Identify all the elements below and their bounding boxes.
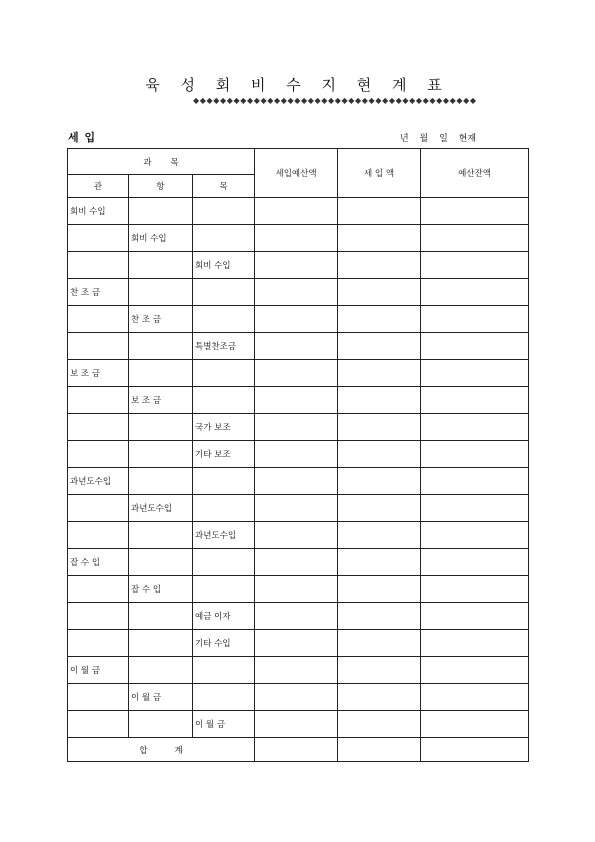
- revenue-amount-cell[interactable]: [338, 711, 421, 738]
- budget-balance-cell[interactable]: [421, 576, 529, 603]
- revenue-amount-cell[interactable]: [338, 333, 421, 360]
- gwan-cell: 보 조 금: [68, 360, 129, 387]
- table-row: [68, 576, 529, 603]
- budget-balance-cell[interactable]: [421, 549, 529, 576]
- table-row: [68, 441, 529, 468]
- mok-cell: 기타 보조: [193, 441, 255, 468]
- gwan-cell: 잡 수 입: [68, 549, 129, 576]
- mok-cell: [193, 657, 255, 684]
- budget-balance-cell[interactable]: [421, 630, 529, 657]
- title-underline: ◆◆◆◆◆◆◆◆◆◆◆◆◆◆◆◆◆◆◆◆◆◆◆◆◆◆◆◆◆◆◆◆◆◆◆◆◆◆◆◆◆◆: [193, 96, 477, 105]
- mok-cell: [193, 495, 255, 522]
- hang-cell: 회비 수입: [129, 225, 193, 252]
- budget-balance-cell[interactable]: [421, 657, 529, 684]
- table-row: [68, 360, 529, 387]
- budget-balance-cell[interactable]: [421, 684, 529, 711]
- budget-balance-cell[interactable]: [421, 414, 529, 441]
- mok-cell: 회비 수입: [193, 252, 255, 279]
- hang-cell: [129, 603, 193, 630]
- revenue-amount-cell[interactable]: [338, 576, 421, 603]
- budget-amount-cell[interactable]: [255, 333, 338, 360]
- revenue-amount-cell[interactable]: [338, 279, 421, 306]
- gwan-cell: [68, 630, 129, 657]
- gwan-cell: 이 월 금: [68, 657, 129, 684]
- budget-balance-cell[interactable]: [421, 360, 529, 387]
- total-budget-cell[interactable]: [255, 738, 338, 762]
- total-balance-cell[interactable]: [421, 738, 529, 762]
- table-row: [68, 387, 529, 414]
- budget-amount-cell[interactable]: [255, 522, 338, 549]
- revenue-amount-cell[interactable]: [338, 441, 421, 468]
- budget-amount-cell[interactable]: [255, 252, 338, 279]
- gwan-cell: [68, 387, 129, 414]
- revenue-amount-cell[interactable]: [338, 306, 421, 333]
- total-row: [68, 738, 529, 762]
- mok-cell: 예금 이자: [193, 603, 255, 630]
- hang-cell: [129, 252, 193, 279]
- budget-balance-cell[interactable]: [421, 468, 529, 495]
- hang-cell: 이 월 금: [129, 684, 193, 711]
- table-row: [68, 333, 529, 360]
- hang-cell: [129, 549, 193, 576]
- mok-cell: [193, 306, 255, 333]
- budget-amount-cell[interactable]: [255, 603, 338, 630]
- budget-amount-cell[interactable]: [255, 657, 338, 684]
- revenue-amount-cell[interactable]: [338, 252, 421, 279]
- gwan-cell: 찬 조 금: [68, 279, 129, 306]
- mok-cell: [193, 549, 255, 576]
- table-row: [68, 630, 529, 657]
- budget-amount-cell[interactable]: [255, 549, 338, 576]
- mok-cell: [193, 360, 255, 387]
- mok-cell: 과년도수입: [193, 522, 255, 549]
- budget-balance-cell[interactable]: [421, 333, 529, 360]
- budget-amount-cell[interactable]: [255, 306, 338, 333]
- budget-amount-cell[interactable]: [255, 414, 338, 441]
- revenue-amount-cell[interactable]: [338, 225, 421, 252]
- total-label: 합 계: [68, 738, 255, 762]
- hang-cell: [129, 711, 193, 738]
- budget-amount-cell[interactable]: [255, 684, 338, 711]
- hang-cell: 잡 수 입: [129, 576, 193, 603]
- budget-amount-cell[interactable]: [255, 387, 338, 414]
- hang-header: 항: [129, 175, 193, 198]
- budget-amount-cell[interactable]: [255, 198, 338, 225]
- mok-header: 목: [193, 175, 255, 198]
- mok-cell: 기타 수입: [193, 630, 255, 657]
- budget-balance-cell[interactable]: [421, 603, 529, 630]
- header-row-1: [68, 149, 529, 175]
- section-label: 세 입: [68, 131, 97, 144]
- gwan-cell: [68, 711, 129, 738]
- mok-cell: [193, 225, 255, 252]
- hang-cell: [129, 414, 193, 441]
- gwan-cell: [68, 225, 129, 252]
- budget-balance-cell[interactable]: [421, 495, 529, 522]
- table-row: [68, 549, 529, 576]
- hang-cell: [129, 522, 193, 549]
- budget-balance-cell[interactable]: [421, 225, 529, 252]
- revenue-amount-cell[interactable]: [338, 522, 421, 549]
- revenue-amount-cell[interactable]: [338, 684, 421, 711]
- gwan-cell: 회비 수입: [68, 198, 129, 225]
- hang-cell: [129, 441, 193, 468]
- gwan-header: 관: [68, 175, 129, 198]
- gwan-cell: 과년도수입: [68, 468, 129, 495]
- table-row: [68, 603, 529, 630]
- total-revenue-cell[interactable]: [338, 738, 421, 762]
- budget-amount-cell[interactable]: [255, 279, 338, 306]
- table-row: [68, 684, 529, 711]
- budget-amount-cell[interactable]: [255, 360, 338, 387]
- gwan-cell: [68, 252, 129, 279]
- budget-amount-cell[interactable]: [255, 630, 338, 657]
- budget-balance-cell[interactable]: [421, 252, 529, 279]
- gwan-cell: [68, 576, 129, 603]
- budget-amount-cell[interactable]: [255, 468, 338, 495]
- table-row: [68, 279, 529, 306]
- table-row: [68, 414, 529, 441]
- mok-cell: [193, 468, 255, 495]
- gwan-cell: [68, 441, 129, 468]
- table-row: [68, 306, 529, 333]
- mok-cell: [193, 684, 255, 711]
- subject-group-header: 과 목: [68, 149, 255, 175]
- hang-cell: [129, 198, 193, 225]
- table-row: [68, 252, 529, 279]
- budget-amount-header: 세입예산액: [255, 149, 338, 198]
- gwan-cell: [68, 333, 129, 360]
- mok-cell: 특별찬조금: [193, 333, 255, 360]
- budget-balance-cell[interactable]: [421, 711, 529, 738]
- gwan-cell: [68, 684, 129, 711]
- budget-amount-cell[interactable]: [255, 495, 338, 522]
- budget-amount-cell[interactable]: [255, 711, 338, 738]
- mok-cell: [193, 279, 255, 306]
- table-row: [68, 711, 529, 738]
- date-line: 년 월 일 현재: [400, 134, 477, 144]
- gwan-cell: [68, 306, 129, 333]
- hang-cell: [129, 630, 193, 657]
- revenue-amount-cell[interactable]: [338, 414, 421, 441]
- budget-balance-cell[interactable]: [421, 279, 529, 306]
- revenue-amount-cell[interactable]: [338, 198, 421, 225]
- budget-balance-header: 예산잔액: [421, 149, 529, 198]
- gwan-cell: [68, 603, 129, 630]
- revenue-amount-cell[interactable]: [338, 495, 421, 522]
- revenue-amount-cell[interactable]: [338, 387, 421, 414]
- mok-cell: [193, 387, 255, 414]
- table-row: [68, 657, 529, 684]
- hang-cell: [129, 657, 193, 684]
- hang-cell: [129, 279, 193, 306]
- mok-cell: 이 월 금: [193, 711, 255, 738]
- document-title: 육 성 회 비 수 지 현 계 표: [145, 76, 450, 94]
- budget-amount-cell[interactable]: [255, 441, 338, 468]
- budget-balance-cell[interactable]: [421, 441, 529, 468]
- budget-balance-cell[interactable]: [421, 198, 529, 225]
- budget-balance-cell[interactable]: [421, 522, 529, 549]
- table-row: [68, 468, 529, 495]
- revenue-amount-cell[interactable]: [338, 549, 421, 576]
- hang-cell: [129, 468, 193, 495]
- revenue-amount-cell[interactable]: [338, 657, 421, 684]
- revenue-amount-cell[interactable]: [338, 630, 421, 657]
- hang-cell: 보 조 금: [129, 387, 193, 414]
- budget-balance-cell[interactable]: [421, 306, 529, 333]
- mok-cell: 국가 보조: [193, 414, 255, 441]
- revenue-amount-header: 세 입 액: [338, 149, 421, 198]
- table-row: [68, 522, 529, 549]
- gwan-cell: [68, 495, 129, 522]
- table-row: [68, 198, 529, 225]
- ledger-table: [67, 148, 529, 762]
- gwan-cell: [68, 414, 129, 441]
- hang-cell: [129, 360, 193, 387]
- revenue-amount-cell[interactable]: [338, 360, 421, 387]
- mok-cell: [193, 198, 255, 225]
- hang-cell: [129, 333, 193, 360]
- gwan-cell: [68, 522, 129, 549]
- budget-amount-cell[interactable]: [255, 225, 338, 252]
- hang-cell: 과년도수입: [129, 495, 193, 522]
- budget-balance-cell[interactable]: [421, 387, 529, 414]
- revenue-amount-cell[interactable]: [338, 603, 421, 630]
- budget-amount-cell[interactable]: [255, 576, 338, 603]
- table-row: [68, 495, 529, 522]
- mok-cell: [193, 576, 255, 603]
- table-row: [68, 225, 529, 252]
- revenue-amount-cell[interactable]: [338, 468, 421, 495]
- hang-cell: 찬 조 금: [129, 306, 193, 333]
